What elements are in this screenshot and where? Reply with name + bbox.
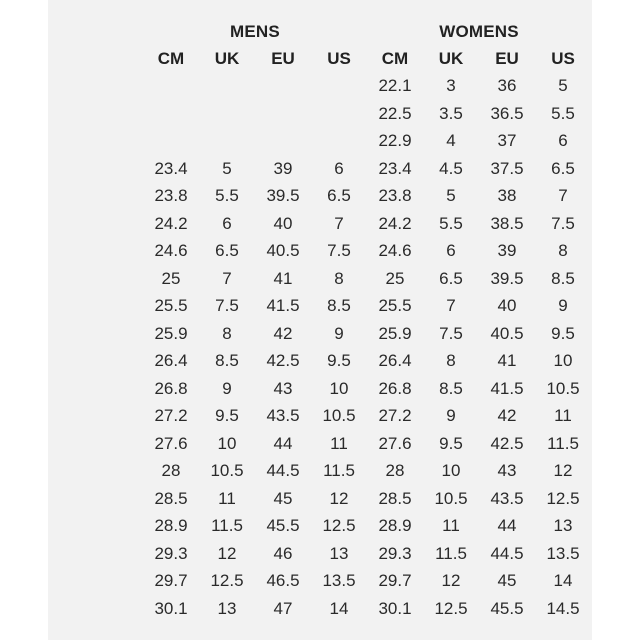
cell-mens-eu: 46: [273, 543, 293, 563]
table-row: [143, 293, 613, 321]
cell-womens-eu: 40.5: [490, 323, 524, 343]
cell-mens-us: 7.5: [327, 241, 351, 261]
cell-womens-cm: 23.8: [378, 186, 412, 206]
cell-mens-cm: 25.5: [154, 296, 188, 316]
cell-mens-eu: 40: [273, 213, 293, 233]
cell-womens-us: 7.5: [551, 213, 575, 233]
cell-mens-us: 6: [334, 158, 344, 178]
cell-mens-eu: 42.5: [266, 351, 300, 371]
cell-womens-uk: 11.5: [435, 543, 467, 563]
size-rows: [143, 73, 613, 623]
size-chart-panel: [48, 0, 592, 640]
cell-womens-us: 5: [558, 76, 568, 96]
cell-womens-eu: 37.5: [490, 158, 524, 178]
cell-womens-us: 10: [553, 351, 573, 371]
table-row: [143, 403, 613, 431]
cell-womens-cm: 25.5: [378, 296, 412, 316]
table-row: [143, 183, 613, 211]
cell-womens-uk: 11: [442, 516, 460, 536]
cell-mens-eu: 43.5: [266, 406, 300, 426]
cell-womens-uk: 7: [446, 296, 456, 316]
cell-womens-uk: 4: [446, 131, 456, 151]
cell-mens-us: 8.5: [327, 296, 351, 316]
cell-mens-cm: 30.1: [154, 598, 188, 618]
cell-mens-cm: 28.9: [154, 516, 188, 536]
cell-mens-us: 13.5: [322, 571, 356, 591]
cell-mens-cm: 24.2: [154, 213, 188, 233]
cell-womens-us: 13.5: [546, 543, 580, 563]
group-mens-label: MENS: [230, 21, 280, 41]
cell-womens-us: 12: [553, 461, 573, 481]
cell-mens-uk: 7.5: [215, 296, 239, 316]
cell-womens-uk: 6.5: [439, 268, 463, 288]
cell-mens-cm: 28.5: [154, 488, 188, 508]
cell-womens-us: 13: [553, 516, 573, 536]
cell-womens-uk: 7.5: [439, 323, 463, 343]
table-row: [143, 513, 613, 541]
cell-mens-uk: 5.5: [215, 186, 239, 206]
cell-mens-eu: 47: [273, 598, 293, 618]
group-womens-label: WOMENS: [439, 21, 519, 41]
cell-womens-eu: 38: [497, 186, 517, 206]
cell-mens-cm: 23.4: [154, 158, 188, 178]
cell-mens-uk: 10: [217, 433, 237, 453]
cell-womens-cm: 24.6: [378, 241, 412, 261]
size-chart-table: [143, 18, 613, 623]
cell-mens-cm: 25: [161, 268, 181, 288]
cell-womens-us: 12.5: [546, 488, 580, 508]
cell-womens-cm: 22.5: [378, 103, 412, 123]
cell-mens-cm: 28: [161, 461, 181, 481]
table-row: [143, 73, 613, 101]
cell-womens-uk: 9.5: [439, 433, 463, 453]
table-row: [143, 348, 613, 376]
cell-mens-eu: 39.5: [266, 186, 300, 206]
cell-womens-us: 8.5: [551, 268, 575, 288]
column-header-row: [143, 45, 613, 73]
cell-mens-us: 12.5: [322, 516, 356, 536]
cell-womens-eu: 44: [497, 516, 517, 536]
cell-mens-us: 7: [334, 213, 344, 233]
cell-womens-cm: 22.1: [378, 76, 412, 96]
cell-mens-cm: 29.3: [154, 543, 188, 563]
cell-mens-eu: 40.5: [266, 241, 300, 261]
cell-womens-us: 14.5: [546, 598, 580, 618]
column-header-womens-eu: EU: [495, 48, 519, 68]
column-header-womens-us: US: [551, 48, 575, 68]
cell-womens-us: 14: [553, 571, 573, 591]
cell-womens-us: 6.5: [551, 158, 575, 178]
table-row: [143, 100, 613, 128]
cell-womens-eu: 42: [497, 406, 517, 426]
cell-mens-cm: 24.6: [154, 241, 188, 261]
cell-womens-eu: 36: [497, 76, 517, 96]
cell-mens-uk: 12: [217, 543, 237, 563]
table-row: [143, 595, 613, 623]
cell-womens-uk: 3.5: [439, 103, 463, 123]
cell-womens-us: 8: [558, 241, 568, 261]
table-row: [143, 540, 613, 568]
table-row: [143, 265, 613, 293]
cell-mens-uk: 6: [222, 213, 232, 233]
cell-womens-cm: 28.9: [378, 516, 412, 536]
cell-womens-eu: 45.5: [490, 598, 524, 618]
cell-mens-cm: 29.7: [154, 571, 188, 591]
cell-womens-eu: 42.5: [490, 433, 524, 453]
cell-womens-uk: 6: [446, 241, 456, 261]
cell-womens-uk: 9: [446, 406, 456, 426]
column-header-womens-uk: UK: [438, 48, 464, 68]
table-row: [143, 320, 613, 348]
table-row: [143, 128, 613, 156]
cell-mens-eu: 41.5: [266, 296, 300, 316]
cell-mens-cm: 26.8: [154, 378, 188, 398]
cell-mens-us: 6.5: [327, 186, 351, 206]
cell-womens-eu: 40: [497, 296, 517, 316]
cell-mens-cm: 26.4: [154, 351, 188, 371]
table-row: [143, 485, 613, 513]
cell-womens-uk: 4.5: [439, 158, 463, 178]
table-row: [143, 458, 613, 486]
cell-womens-eu: 43.5: [490, 488, 524, 508]
cell-womens-cm: 25.9: [378, 323, 412, 343]
cell-mens-us: 9: [334, 323, 344, 343]
cell-womens-cm: 22.9: [378, 131, 412, 151]
cell-mens-eu: 42: [273, 323, 293, 343]
cell-womens-us: 9.5: [551, 323, 575, 343]
table-row: [143, 375, 613, 403]
cell-mens-cm: 27.6: [154, 433, 188, 453]
cell-mens-us: 10: [329, 378, 349, 398]
cell-mens-eu: 44.5: [266, 461, 300, 481]
cell-womens-uk: 5.5: [439, 213, 463, 233]
table-row: [143, 155, 613, 183]
cell-mens-us: 12: [329, 488, 349, 508]
cell-womens-us: 9: [558, 296, 568, 316]
cell-mens-us: 8: [334, 268, 344, 288]
cell-womens-eu: 37: [497, 131, 517, 151]
cell-womens-cm: 28.5: [378, 488, 412, 508]
cell-mens-uk: 5: [222, 158, 232, 178]
column-header-womens-cm: CM: [381, 48, 409, 68]
cell-womens-uk: 8: [446, 351, 456, 371]
cell-womens-cm: 28: [385, 461, 405, 481]
cell-womens-eu: 39: [497, 241, 517, 261]
cell-womens-cm: 24.2: [378, 213, 412, 233]
cell-mens-uk: 11.5: [211, 516, 243, 536]
cell-womens-eu: 41.5: [490, 378, 524, 398]
cell-mens-cm: 25.9: [154, 323, 188, 343]
cell-mens-uk: 9.5: [215, 406, 239, 426]
cell-womens-eu: 41: [497, 351, 517, 371]
cell-womens-uk: 3: [446, 76, 456, 96]
cell-mens-uk: 13: [217, 598, 237, 618]
cell-mens-uk: 8.5: [215, 351, 239, 371]
cell-womens-uk: 12: [441, 571, 461, 591]
cell-womens-cm: 29.3: [378, 543, 412, 563]
column-header-mens-uk: UK: [214, 48, 240, 68]
table-row: [143, 568, 613, 596]
cell-womens-us: 7: [558, 186, 568, 206]
cell-mens-eu: 41: [273, 268, 293, 288]
cell-womens-uk: 8.5: [439, 378, 463, 398]
cell-mens-us: 9.5: [327, 351, 351, 371]
cell-womens-eu: 39.5: [490, 268, 524, 288]
cell-mens-uk: 12.5: [210, 571, 244, 591]
table-row: [143, 238, 613, 266]
cell-mens-eu: 43: [273, 378, 293, 398]
cell-womens-cm: 30.1: [378, 598, 412, 618]
cell-mens-cm: 27.2: [154, 406, 188, 426]
cell-womens-cm: 25: [385, 268, 405, 288]
cell-mens-uk: 9: [222, 378, 232, 398]
cell-mens-us: 10.5: [322, 406, 356, 426]
cell-womens-eu: 43: [497, 461, 517, 481]
cell-womens-cm: 26.8: [378, 378, 412, 398]
cell-womens-us: 11.5: [547, 433, 579, 453]
cell-mens-cm: 23.8: [154, 186, 188, 206]
cell-mens-eu: 46.5: [266, 571, 300, 591]
cell-womens-cm: 27.2: [378, 406, 412, 426]
cell-mens-eu: 39: [273, 158, 293, 178]
column-header-mens-us: US: [327, 48, 351, 68]
cell-womens-cm: 26.4: [378, 351, 412, 371]
cell-mens-uk: 8: [222, 323, 232, 343]
cell-womens-cm: 29.7: [378, 571, 412, 591]
cell-womens-uk: 10.5: [434, 488, 468, 508]
cell-mens-eu: 45.5: [266, 516, 300, 536]
cell-womens-us: 11: [554, 406, 572, 426]
cell-womens-cm: 27.6: [378, 433, 412, 453]
cell-mens-us: 11.5: [323, 461, 355, 481]
cell-mens-us: 14: [329, 598, 349, 618]
cell-womens-cm: 23.4: [378, 158, 412, 178]
cell-womens-uk: 5: [446, 186, 456, 206]
cell-mens-us: 13: [329, 543, 349, 563]
cell-womens-uk: 12.5: [434, 598, 468, 618]
cell-mens-uk: 6.5: [215, 241, 239, 261]
cell-mens-eu: 45: [273, 488, 293, 508]
cell-womens-us: 6: [558, 131, 568, 151]
cell-womens-us: 5.5: [551, 103, 575, 123]
group-header-row: [143, 18, 613, 45]
cell-mens-eu: 44: [273, 433, 293, 453]
table-row: [143, 430, 613, 458]
table-row: [143, 210, 613, 238]
cell-womens-us: 10.5: [546, 378, 580, 398]
cell-womens-eu: 36.5: [490, 103, 524, 123]
cell-womens-uk: 10: [441, 461, 461, 481]
cell-womens-eu: 45: [497, 571, 517, 591]
cell-womens-eu: 38.5: [490, 213, 524, 233]
cell-mens-uk: 10.5: [210, 461, 244, 481]
cell-mens-us: 11: [330, 433, 348, 453]
cell-womens-eu: 44.5: [490, 543, 524, 563]
cell-mens-uk: 7: [222, 268, 232, 288]
cell-mens-uk: 11: [218, 488, 236, 508]
column-header-mens-eu: EU: [271, 48, 295, 68]
column-header-mens-cm: CM: [157, 48, 185, 68]
